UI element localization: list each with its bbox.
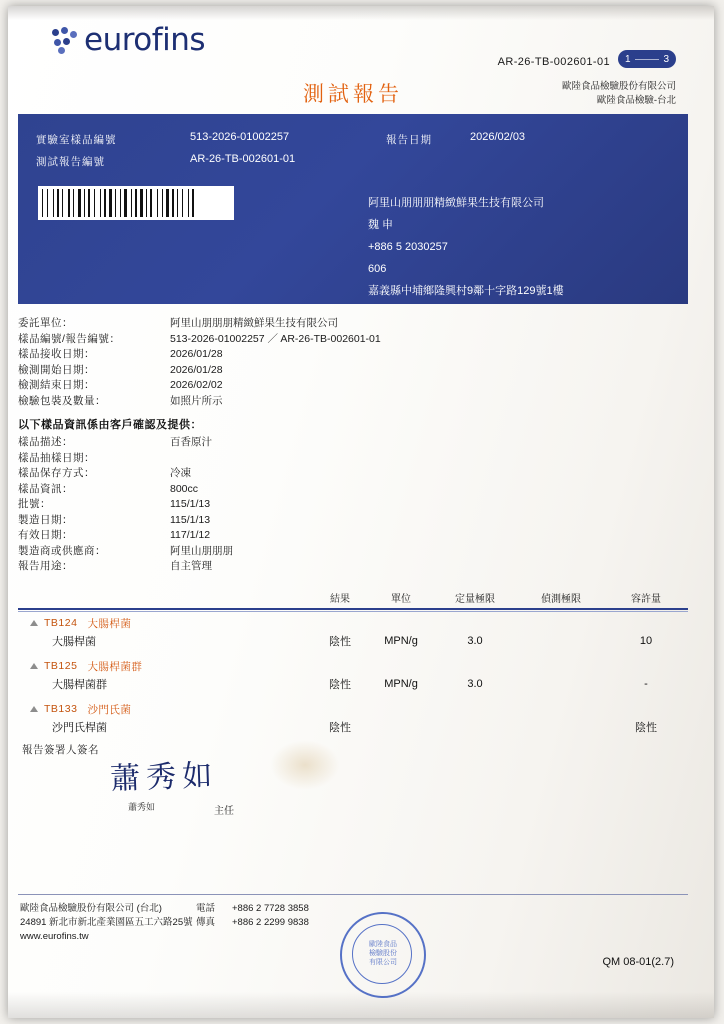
results-body (18, 612, 688, 741)
contact-phone: +886 5 2030257 (368, 241, 448, 253)
info-row-value: 2026/02/02 (170, 379, 223, 391)
info-row-label: 批號： (18, 498, 51, 510)
col-header-allow-limit: 容許量 (631, 594, 661, 605)
info-row-label: 製造商或供應商： (18, 544, 106, 557)
result-allow-limit: - (644, 677, 648, 690)
handwritten-signature: 蕭秀如 (109, 758, 219, 797)
results-table (18, 590, 688, 741)
info-row (18, 363, 688, 379)
barcode-bar (102, 189, 103, 217)
info-row (18, 332, 688, 348)
col-header-name (18, 590, 310, 605)
footer-company: 歐陸食品檢驗股份有限公司 (台北) (20, 903, 162, 914)
sample-info (18, 316, 688, 575)
info-row (18, 497, 688, 513)
barcode-bar (100, 189, 101, 217)
info-row (18, 316, 688, 332)
info-row-value: 513-2026-01002257 ／ AR-26-TB-002601-01 (170, 332, 381, 345)
barcode-bar (124, 189, 127, 217)
results-rule (18, 608, 688, 610)
result-code-row (18, 655, 688, 674)
info-row-label: 樣品保存方式： (18, 467, 95, 479)
barcode (38, 186, 234, 220)
barcode-bar (107, 189, 108, 217)
info-row-label: 報告用途： (18, 560, 73, 572)
signer-role: 主任 (214, 806, 234, 817)
barcode-bar (60, 189, 61, 217)
info-row (18, 482, 688, 498)
document-number: AR-26-TB-002601-01 (497, 56, 610, 68)
triangle-icon (30, 620, 38, 626)
col-header-unit: 單位 (391, 594, 411, 605)
result-allow-limit: 陰性 (635, 721, 657, 734)
barcode-bar (138, 189, 139, 217)
info-row-value: 如照片所示 (170, 394, 223, 407)
result-code-row (18, 612, 688, 631)
barcode-bar (91, 189, 93, 217)
info-row (18, 528, 688, 544)
report-date-value: 2026/02/03 (470, 131, 526, 143)
info-row-label: 有效日期： (18, 529, 73, 541)
barcode-bar (140, 189, 143, 217)
signature-label: 報告簽署人簽名 (22, 744, 99, 756)
triangle-icon (30, 663, 38, 669)
result-item-name: 沙門氏桿菌 (52, 721, 107, 734)
footer-address: 24891 新北市新北產業園區五工六路25號 (20, 917, 193, 928)
barcode-bar (159, 189, 161, 217)
barcode-bar (157, 189, 158, 217)
info-row (18, 544, 688, 560)
customer-address: 嘉義縣中埔鄉隆興村9鄰十字路129號1樓 (368, 285, 564, 297)
result-unit: MPN/g (384, 634, 418, 647)
barcode-bar (195, 189, 196, 217)
results-header-row (18, 590, 688, 608)
barcode-bar (73, 189, 74, 217)
test-code-title: 大腸桿菌 (87, 617, 132, 630)
info-row (18, 394, 688, 410)
paper-smudge (270, 740, 340, 790)
result-value: 陰性 (329, 678, 351, 691)
barcode-bar (64, 189, 67, 217)
barcode-bar (122, 189, 123, 217)
barcode-bar (75, 189, 77, 217)
barcode-bar (170, 189, 171, 217)
barcode-bar (86, 189, 87, 217)
result-value: 陰性 (329, 721, 351, 734)
lab-sample-no-value: 513-2026-01002257 (190, 131, 290, 143)
barcode-bar (162, 189, 163, 217)
info-row (18, 435, 688, 451)
result-item-name: 大腸桿菌 (52, 635, 96, 648)
col-header-quant-limit: 定量極限 (455, 594, 495, 605)
info-row-value: 百香原汁 (170, 436, 212, 448)
barcode-bar (68, 189, 70, 217)
report-no-value: AR-26-TB-002601-01 (190, 153, 296, 165)
info-row-value: 自主管理 (170, 560, 212, 572)
barcode-bar (115, 189, 116, 217)
test-code-title: 沙門氏菌 (87, 703, 132, 716)
info-row-label: 樣品接收日期： (18, 348, 95, 360)
barcode-bar (113, 189, 114, 217)
barcode-bar (175, 189, 176, 217)
footer-contact-labels (196, 902, 215, 930)
info-row-value: 2026/01/28 (170, 363, 223, 376)
info-row-label: 樣品描述： (18, 436, 73, 448)
info-row-label: 檢測開始日期： (18, 363, 95, 376)
info-row-label: 製造日期： (18, 513, 73, 526)
customer-block (368, 192, 564, 302)
brand-name: eurofins (84, 22, 206, 58)
barcode-bar (82, 189, 83, 217)
info-row-value: 800cc (170, 482, 199, 495)
info-row-value: 冷凍 (170, 467, 191, 479)
barcode-bar (42, 189, 43, 217)
report-date-label: 報告日期 (386, 134, 432, 146)
info-row (18, 466, 688, 482)
col-header-detect-limit: 偵測極限 (541, 594, 581, 605)
page-separator (635, 59, 660, 60)
footer-contact-values (232, 902, 309, 930)
barcode-bar (53, 189, 54, 217)
lab-sample-no-label: 實驗室樣品編號 (36, 134, 117, 146)
barcode-bar (120, 189, 121, 217)
barcode-bar (62, 189, 63, 217)
barcode-bar (135, 189, 137, 217)
barcode-bar (146, 189, 147, 217)
result-item-row (18, 717, 688, 741)
barcode-bar (128, 189, 130, 217)
triangle-icon (30, 706, 38, 712)
test-code: TB125 (44, 660, 78, 672)
footer-fax-value: +886 2 2299 9838 (232, 917, 309, 928)
barcode-bar (104, 189, 106, 217)
sample-info-group-1 (18, 316, 688, 409)
eurofins-logo (52, 22, 205, 58)
eurofins-dots-icon (52, 27, 78, 53)
result-item-name: 大腸桿菌群 (52, 678, 107, 691)
seal-center-line: 檢驗股份 (369, 950, 397, 957)
result-quant-limit: 3.0 (467, 634, 483, 647)
barcode-bar (55, 189, 56, 217)
sample-info-group-2 (18, 435, 688, 575)
contact-person: 魏 申 (368, 219, 394, 231)
result-value: 陰性 (329, 635, 351, 648)
barcode-bar (188, 189, 189, 217)
barcode-bar (133, 189, 134, 217)
barcode-bar (166, 189, 169, 217)
info-row-label: 檢驗包裝及數量： (18, 394, 106, 407)
info-row-value: 阿里山朋朋朋精緻鮮果生技有限公司 (170, 317, 338, 329)
info-row-label: 委託單位： (18, 317, 73, 329)
corp-line-1: 歐陸食品檢驗股份有限公司 (561, 81, 676, 92)
info-row (18, 559, 688, 575)
footer-fax-label: 傳真 (196, 917, 216, 928)
barcode-bar (148, 189, 149, 217)
footer-divider (18, 894, 688, 895)
info-row (18, 347, 688, 363)
barcode-bar (49, 189, 52, 217)
info-row-label: 樣品資訊： (18, 482, 73, 495)
barcode-bar (131, 189, 132, 217)
signer-printed-name: 蕭秀如 (128, 802, 156, 812)
barcode-bar (164, 189, 165, 217)
result-quant-limit: 3.0 (467, 677, 483, 690)
info-row-value (170, 451, 688, 467)
info-row-label: 檢測結束日期： (18, 379, 95, 391)
seal-center-line: 歐陸食品 (369, 941, 397, 948)
result-code-row (18, 698, 688, 717)
barcode-bar (150, 189, 152, 217)
barcode-bar (172, 189, 174, 217)
barcode-bar (47, 189, 48, 217)
barcode-bar (96, 189, 99, 217)
test-code: TB133 (44, 703, 78, 715)
info-row-value: 115/1/13 (170, 513, 211, 526)
footer-tel-label: 電話 (196, 903, 216, 914)
barcode-bar (88, 189, 90, 217)
info-row-value: 阿里山朋朋朋 (170, 544, 233, 557)
info-row-value: 117/1/12 (170, 529, 211, 541)
barcode-bar (109, 189, 112, 217)
info-row (18, 451, 688, 467)
info-row-label: 樣品抽樣日期： (18, 451, 95, 464)
page-title: 測試報告 (303, 82, 403, 106)
page-total: 3 (663, 53, 669, 65)
barcode-bar (182, 189, 183, 217)
customer-provided-note: 以下樣品資訊係由客戶確認及提供： (18, 419, 202, 431)
info-row-value: 2026/01/28 (170, 348, 223, 360)
barcode-bar (94, 189, 95, 217)
barcode-bar (57, 189, 59, 217)
footer-website[interactable]: www.eurofins.tw (20, 931, 89, 942)
info-row-value: 115/1/13 (170, 498, 211, 510)
barcode-bar (144, 189, 145, 217)
corporate-lines (562, 80, 676, 108)
barcode-bar (190, 189, 191, 217)
customer-name: 阿里山朋朋朋精緻鮮果生技有限公司 (368, 197, 544, 209)
barcode-bar (44, 189, 46, 217)
barcode-bar (117, 189, 119, 217)
result-unit: MPN/g (384, 677, 418, 690)
page-current: 1 (625, 53, 631, 65)
result-allow-limit: 10 (639, 634, 653, 647)
barcode-bar (177, 189, 178, 217)
seal-center-line: 有限公司 (369, 959, 397, 966)
company-seal-stamp (340, 912, 426, 998)
footer-company-block (20, 902, 193, 944)
test-code-title: 大腸桿菌群 (87, 660, 143, 673)
result-item-row (18, 631, 688, 655)
barcode-bar (153, 189, 156, 217)
test-code: TB124 (44, 617, 78, 629)
seal-center-text (342, 940, 424, 967)
report-no-label: 測試報告編號 (36, 156, 105, 168)
barcode-bar (179, 189, 181, 217)
barcode-bar (184, 189, 187, 217)
barcode-bar (192, 189, 194, 217)
footer-tel-value: +886 2 7728 3858 (232, 903, 309, 914)
result-item-row (18, 674, 688, 698)
corp-line-2: 歐陸食品檢驗-台北 (596, 95, 676, 106)
col-header-result: 結果 (330, 594, 350, 605)
barcode-bar (71, 189, 72, 217)
barcode-bar (78, 189, 81, 217)
info-row (18, 513, 688, 529)
info-row-label: 樣品編號/報告編號： (18, 332, 121, 345)
postcode: 606 (368, 263, 387, 275)
barcode-bar (84, 189, 85, 217)
form-code: QM 08-01(2.7) (602, 956, 674, 968)
info-row (18, 378, 688, 394)
summary-panel (18, 114, 688, 304)
page-indicator (618, 50, 676, 68)
